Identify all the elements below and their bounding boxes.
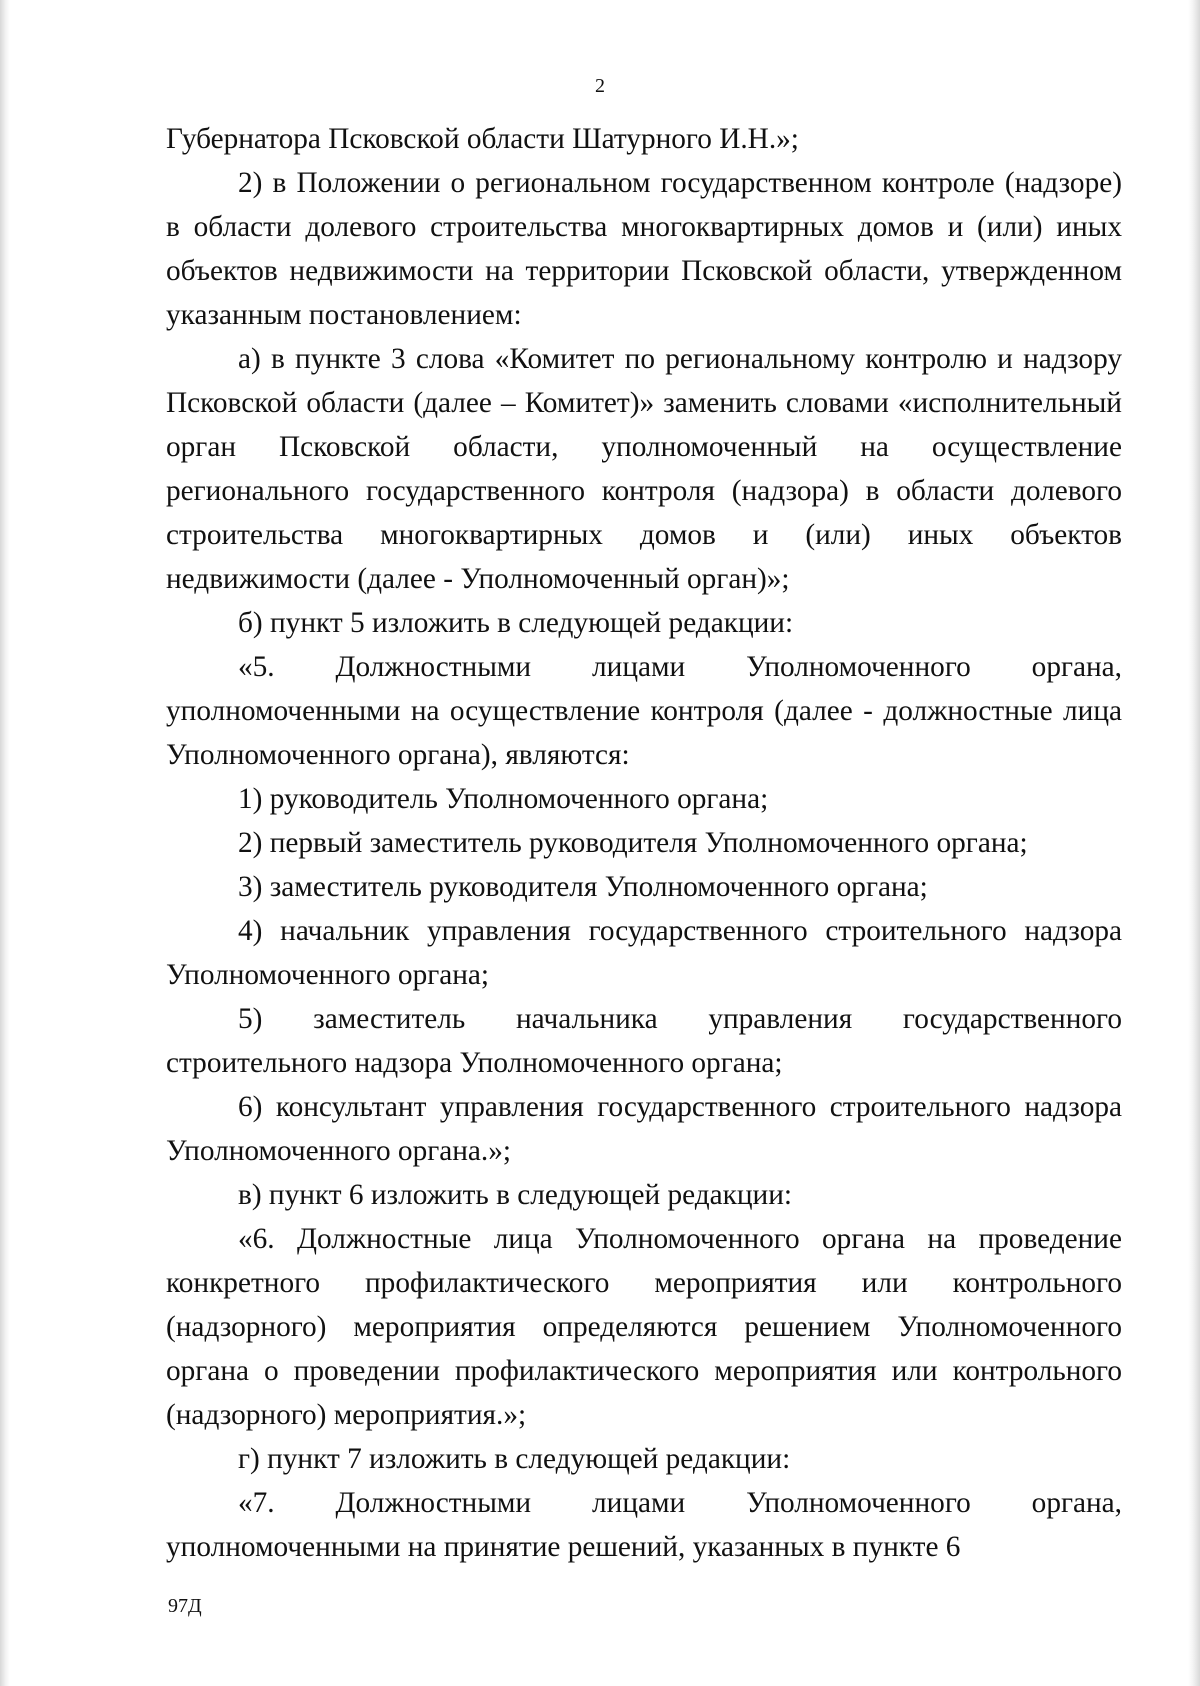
scan-edge-right	[1188, 0, 1200, 1686]
paragraph: б) пункт 5 изложить в следующей редакции:	[238, 607, 794, 639]
document-body	[166, 117, 1122, 1569]
list-item: 4) начальник управления государственного строительного надзора Уполномоченного органа;	[166, 915, 1122, 991]
paragraph: а) в пункте 3 слова «Комитет по региональному контролю и надзору Псковской области (далее – Комитет)» заменить словами «исполнительный орган Псковской области, уполномоченный на осуществление регионального государственного контроля (надзора) в области долевого строительства многоквартирных домов и (или) иных объектов недвижимости (далее - Уполномоченный орган)»;	[166, 343, 1122, 595]
paragraph: «6. Должностные лица Уполномоченного органа на проведение конкретного профилактического мероприятия или контрольного (надзорного) мероприятия определяются решением Уполномоченного органа о проведении профилактического мероприятия или контрольного (надзорного) мероприятия.»;	[166, 1223, 1122, 1431]
list-item: 5) заместитель начальника управления государственного строительного надзора Уполномоченного органа;	[166, 1003, 1122, 1079]
list-item: 3) заместитель руководителя Уполномоченного органа;	[238, 871, 928, 903]
paragraph: в) пункт 6 изложить в следующей редакции:	[238, 1179, 793, 1211]
paragraph: 2) в Положении о региональном государственном контроле (надзоре) в области долевого строительства многоквартирных домов и (или) иных объектов недвижимости на территории Псковской области, утвержденном указанным постановлением:	[166, 167, 1122, 331]
list-item: 1) руководитель Уполномоченного органа;	[238, 783, 769, 815]
paragraph: «7. Должностными лицами Уполномоченного органа, уполномоченными на принятие решений, указанных в пункте 6	[166, 1487, 1122, 1563]
scan-edge-left	[0, 0, 10, 1686]
list-item: 6) консультант управления государственного строительного надзора Уполномоченного органа.»;	[166, 1091, 1122, 1167]
list-item: 2) первый заместитель руководителя Уполномоченного органа;	[238, 827, 1028, 859]
page-number: 2	[595, 75, 605, 97]
paragraph: г) пункт 7 изложить в следующей редакции:	[238, 1443, 791, 1475]
paragraph: «5. Должностными лицами Уполномоченного органа, уполномоченными на осуществление контроля (далее - должностные лица Уполномоченного органа), являются:	[166, 651, 1122, 771]
document-code: 97Д	[168, 1595, 202, 1617]
paragraph: Губернатора Псковской области Шатурного И.Н.»;	[166, 123, 799, 155]
